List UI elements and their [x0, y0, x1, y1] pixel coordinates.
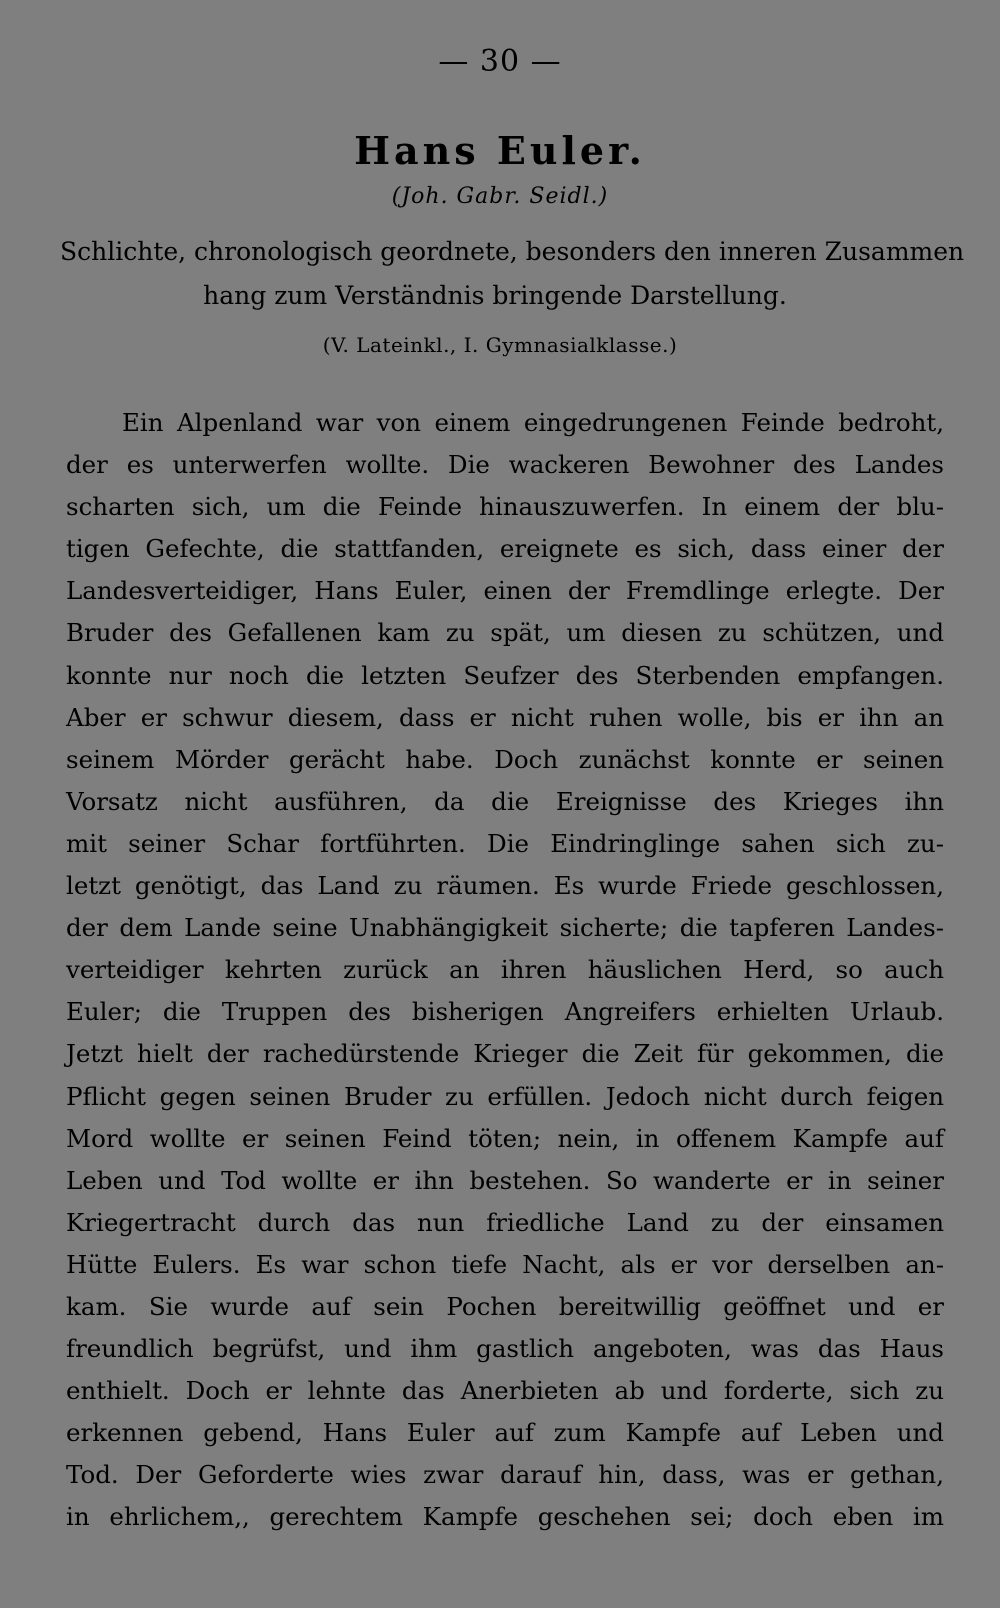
text-line: kam. Sie wurde auf sein Pochen bereitwillig geöffnet und er: [66, 1291, 944, 1321]
text-line: Tod. Der Geforderte wies zwar darauf hin, dass, was er gethan,: [66, 1460, 944, 1490]
body-paragraph: [66, 402, 944, 1539]
text-line: der es unterwerfen wollte. Die wackeren Bewohner des Landes: [66, 450, 944, 480]
text-line: scharten sich, um die Feinde hinauszuwerfen. In einem der blu-: [66, 492, 944, 522]
text-line: verteidiger kehrten zurück an ihren häuslichen Herd, so auch: [66, 955, 944, 985]
text-line: Landesverteidiger, Hans Euler, einen der Fremdlinge erlegte. Der: [66, 576, 944, 606]
text-line: der dem Lande seine Unabhängigkeit sicherte; die tapferen Landes-: [66, 913, 944, 943]
text-line: Ein Alpenland war von einem eingedrungenen Feinde bedroht,: [122, 408, 944, 437]
text-line: Hütte Eulers. Es war schon tiefe Nacht, als er vor derselben an-: [66, 1249, 944, 1279]
text-line: konnte nur noch die letzten Seufzer des Sterbenden empfangen.: [66, 660, 944, 690]
text-line: Leben und Tod wollte er ihn bestehen. So wanderte er in seiner: [66, 1165, 944, 1195]
text-line: Mord wollte er seinen Feind töten; nein, in offenem Kampfe auf: [66, 1123, 944, 1153]
task-line: hang zum Verständnis bringende Darstellung.: [203, 281, 787, 310]
text-line: Kriegertracht durch das nun friedliche Land zu der einsamen: [66, 1207, 944, 1237]
text-line: erkennen gebend, Hans Euler auf zum Kampfe auf Leben und: [66, 1418, 944, 1448]
text-line: tigen Gefechte, die stattfanden, ereignete es sich, dass einer der: [66, 534, 944, 564]
text-line: Bruder des Gefallenen kam zu spät, um diesen zu schützen, und: [66, 618, 944, 648]
text-line: Euler; die Truppen des bisherigen Angreifers erhielten Urlaub.: [66, 997, 944, 1027]
text-line: Vorsatz nicht ausführen, da die Ereignisse des Krieges ihn: [66, 786, 944, 816]
text-line: Jetzt hielt der rachedürstende Krieger die Zeit für gekommen, die: [66, 1039, 944, 1069]
text-line: seinem Mörder gerächt habe. Doch zunächst konnte er seinen: [66, 744, 944, 774]
text-line: enthielt. Doch er lehnte das Anerbieten ab und forderte, sich zu: [66, 1376, 944, 1406]
page-number: — 30 —: [438, 44, 562, 79]
page-title: Hans Euler.: [354, 128, 646, 173]
text-line: Pflicht gegen seinen Bruder zu erfüllen. Jedoch nicht durch feigen: [66, 1081, 944, 1111]
author-attribution: (Joh. Gabr. Seidl.): [391, 184, 609, 209]
text-line: letzt genötigt, das Land zu räumen. Es wurde Friede geschlossen,: [66, 871, 944, 901]
text-line: freundlich begrüfst, und ihm gastlich angeboten, was das Haus: [66, 1334, 944, 1364]
task-description: [60, 230, 965, 318]
text-line: Aber er schwur diesem, dass er nicht ruhen wolle, bis er ihn an: [66, 702, 944, 732]
task-line: Schlichte, chronologisch geordnete, besonders den inneren Zusammen: [60, 237, 965, 266]
text-line: in ehrlichem,, gerechtem Kampfe geschehen sei; doch eben im: [66, 1502, 944, 1532]
class-note: (V. Lateinkl., I. Gymnasialklasse.): [322, 333, 678, 357]
text-line: mit seiner Schar fortführten. Die Eindringlinge sahen sich zu-: [66, 828, 944, 858]
